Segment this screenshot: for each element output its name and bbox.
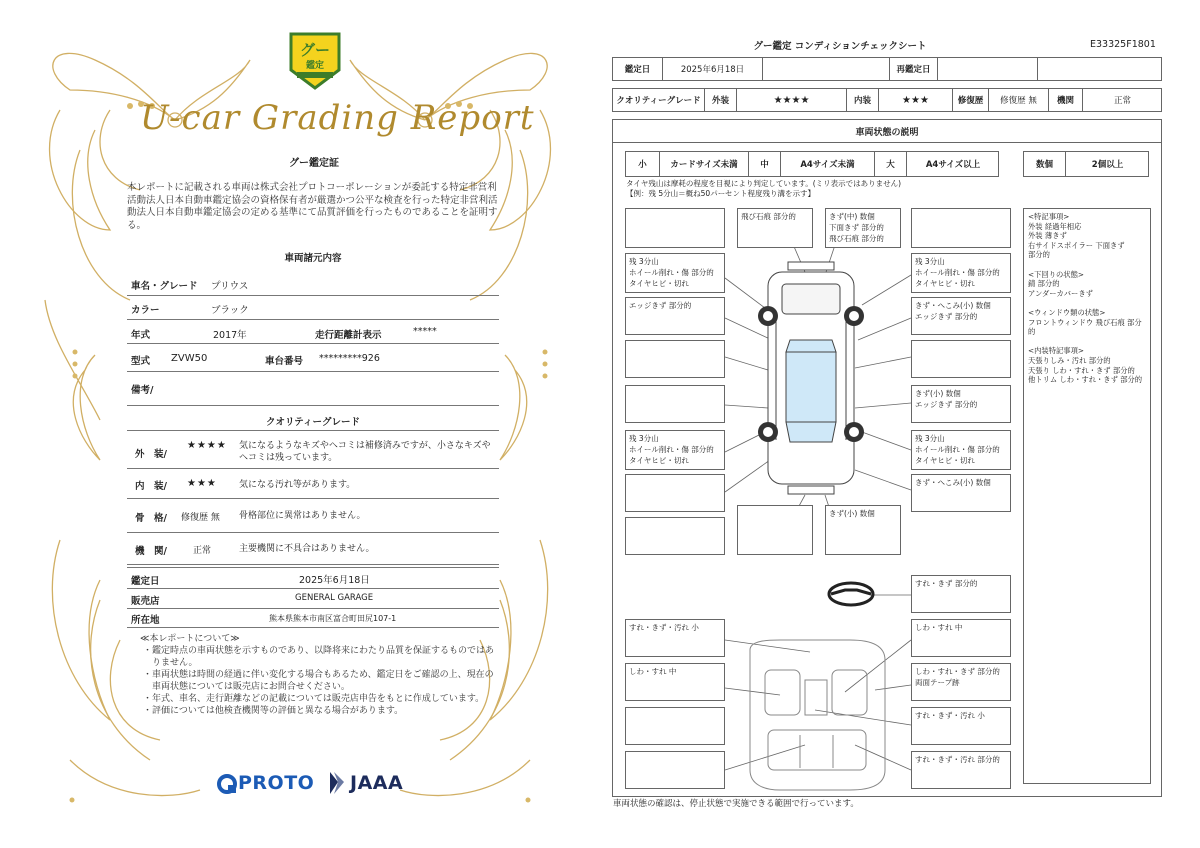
color-value: ブラック xyxy=(211,305,249,316)
condition-box-right-dent: きず・へこみ(小) 数個 エッジきず 部分的 xyxy=(911,297,1011,335)
condition-box-left-rear-tire: 残 3分山 ホイール削れ・傷 部分的 タイヤヒビ・切れ xyxy=(625,430,725,470)
frame-desc: 骨格部位に異常はありません。 xyxy=(239,511,366,521)
condition-box xyxy=(911,208,1011,248)
appraisal-date-value: 2025年6月18日 xyxy=(299,575,370,586)
quality-title: クオリティーグレード xyxy=(265,417,361,428)
mileage-label: 走行距離計表示 xyxy=(315,330,382,341)
interior-label: 内 装/ xyxy=(135,481,167,492)
quality-row-frame xyxy=(127,499,499,533)
jaaa-logo-icon xyxy=(328,770,348,796)
report-notes xyxy=(140,633,500,717)
proto-brand: PROTO xyxy=(238,772,315,794)
condition-box-rear-mid: きず(小) 数個 xyxy=(825,505,901,555)
size-large-desc: A4サイズ以上 xyxy=(925,160,981,170)
size-small-label: 小 xyxy=(626,152,660,176)
condition-box-right-mid: きず(小) 数個 エッジきず 部分的 xyxy=(911,385,1011,423)
info-row-date xyxy=(127,567,499,589)
info-row-shop xyxy=(127,589,499,609)
appraisal-date-value: 2025年6月18日 xyxy=(663,58,763,80)
condition-box-int-left1: すれ・きず・汚れ 小 xyxy=(625,619,725,657)
reinspect-date-label: 再鑑定日 xyxy=(890,58,938,80)
spec-row-model xyxy=(127,344,499,372)
spec-row-remarks xyxy=(127,372,499,406)
interior-stars: ★★★ xyxy=(187,478,217,489)
spec-row-color xyxy=(127,296,499,320)
engine-label: 機関 xyxy=(1049,89,1083,111)
remarks-label: 備考/ xyxy=(131,385,154,396)
int-label: 内装 xyxy=(847,89,879,111)
condition-box xyxy=(737,505,813,555)
condition-box xyxy=(625,751,725,789)
shop-label: 販売店 xyxy=(131,596,160,607)
address-label: 所在地 xyxy=(131,615,160,626)
model-label: 型式 xyxy=(131,356,151,367)
sheet-footer: 車両状態の確認は、停止状態で実施できる範囲で行っています。 xyxy=(613,799,859,809)
proto-logo-icon xyxy=(216,773,238,795)
condition-box xyxy=(625,340,725,378)
condition-box-right-front-tire: 残 3分山 ホイール削れ・傷 部分的 タイヤヒビ・切れ xyxy=(911,253,1011,293)
window-notes-group: <ウィンドウ類の状態> フロントウィンドウ 飛び石痕 部分的 xyxy=(1028,307,1142,337)
script-title: U-car Grading Report xyxy=(140,98,535,138)
quality-row-interior xyxy=(127,469,499,499)
condition-box-right-rear-tire: 残 3分山 ホイール削れ・傷 部分的 タイヤヒビ・切れ xyxy=(911,430,1011,470)
notes-title: ≪本レポートについて≫ xyxy=(140,634,240,644)
engine-desc: 主要機関に不具合はありません。 xyxy=(239,544,375,554)
mileage-value: ***** xyxy=(413,326,437,337)
int-stars: ★★★ xyxy=(879,89,953,111)
color-label: カラー xyxy=(131,305,160,316)
ext-label: 外装 xyxy=(705,89,737,111)
engine-value: 正常 xyxy=(193,546,212,556)
shop-value: GENERAL GARAGE xyxy=(295,593,374,603)
note-item: ・年式、車名、走行距離などの記載については販売店申告をもとに作成しています。 xyxy=(143,694,485,704)
interior-notes-group: <内装特記事項> 天張りしみ・汚れ 部分的 天張り しわ・すれ・きず 部分的 他トリム しわ・すれ・きず 部分的 xyxy=(1028,346,1143,385)
interior-desc: 気になる汚れ等があります。 xyxy=(239,480,356,490)
model-value: ZVW50 xyxy=(171,353,208,364)
condition-box xyxy=(625,385,725,423)
condition-box xyxy=(911,340,1011,378)
frame-value: 修復歴 無 xyxy=(181,513,220,523)
size-small-desc: カードサイズ未満 xyxy=(660,152,749,176)
underbody-notes-group: <下回りの状態> 錆 部分的 アンダーカバーきず xyxy=(1028,269,1093,298)
goo-appraisal-badge xyxy=(287,30,343,92)
note-item: ・鑑定時点の車両状態を示すものであり、以降将来にわたり品質を保証するものではありません。 xyxy=(143,646,495,668)
special-notes-group: <特記事項> 外装 経過年相応 外装 薄きず 右サイドスポイラー 下面きず 部分的 xyxy=(1028,212,1125,260)
spec-row-year xyxy=(127,320,499,344)
condition-check-sheet xyxy=(600,0,1200,848)
condition-box-int-right1: しわ・すれ 中 xyxy=(911,619,1011,657)
quality-row-exterior xyxy=(127,431,499,469)
appraisal-date-label: 鑑定日 xyxy=(613,58,663,80)
special-notes xyxy=(1023,208,1151,784)
count-desc: 2個以上 xyxy=(1091,160,1124,170)
frame-label: 骨 格/ xyxy=(135,513,167,524)
condition-box-right-rear: きず・へこみ(小) 数個 xyxy=(911,474,1011,512)
appraisal-date-label: 鑑定日 xyxy=(131,576,160,587)
engine-value: 正常 xyxy=(1113,96,1131,106)
condition-box xyxy=(625,208,725,248)
condition-box-left-edge: エッジきず 部分的 xyxy=(625,297,725,335)
condition-box-int-right4: すれ・きず・汚れ 部分的 xyxy=(911,751,1011,789)
size-medium-label: 中 xyxy=(749,152,781,176)
condition-box-int-right2: しわ・すれ・きず 部分的 両面テープ跡 xyxy=(911,663,1011,701)
specs-title: 車両諸元内容 xyxy=(284,253,342,264)
name-label: 車名・グレード xyxy=(131,281,198,292)
desc-title: 車両状態の説明 xyxy=(855,127,919,138)
grade-label: クオリティーグレード xyxy=(613,89,705,111)
condition-box-left-front-tire: 残 3分山 ホイール削れ・傷 部分的 タイヤヒビ・切れ xyxy=(625,253,725,293)
sheet-title: グー鑑定 コンディションチェックシート xyxy=(753,41,927,52)
repair-value: 修復歴 無 xyxy=(989,89,1049,111)
address-value: 熊本県熊本市南区富合町田尻107-1 xyxy=(269,614,397,623)
condition-box-steering: すれ・きず 部分的 xyxy=(911,575,1011,613)
year-label: 年式 xyxy=(131,330,151,341)
condition-box-top1: 飛び石痕 部分的 xyxy=(737,208,813,248)
condition-box xyxy=(625,517,725,555)
exterior-stars: ★★★★ xyxy=(187,440,227,451)
name-value: プリウス xyxy=(211,281,249,292)
tire-note-line: 【例：残 5分山＝概ね50パーセント程度残り溝を示す】 xyxy=(626,189,816,198)
chassis-value: *********926 xyxy=(319,353,380,364)
svg-text:鑑定: 鑑定 xyxy=(305,61,325,71)
note-item: ・評価については他検査機関等の評価と異なる場合があります。 xyxy=(143,706,404,716)
condition-box-top2: きず(中) 数個 下面きず 部分的 飛び石痕 部分的 xyxy=(825,208,901,248)
jaaa-brand: JAAA xyxy=(350,772,404,794)
svg-text:グー: グー xyxy=(299,41,331,59)
quality-row-engine xyxy=(127,533,499,565)
count-label: 数個 xyxy=(1024,152,1066,176)
sheet-code: E33325F1801 xyxy=(1090,39,1156,50)
size-medium-desc: A4サイズ未満 xyxy=(781,152,875,176)
spec-row-name xyxy=(127,272,499,296)
year-value: 2017年 xyxy=(213,330,247,341)
repair-label: 修復歴 xyxy=(953,89,989,111)
ext-stars: ★★★★ xyxy=(737,89,847,111)
certificate-title: グー鑑定証 xyxy=(289,158,339,169)
condition-box xyxy=(625,707,725,745)
info-row-address xyxy=(127,609,499,628)
exterior-label: 外 装/ xyxy=(135,449,167,460)
condition-box-int-right3: すれ・きず・汚れ 小 xyxy=(911,707,1011,745)
tire-note-line: タイヤ残山は摩耗の程度を目視により判定しています。(ミリ表示ではありません) xyxy=(626,179,902,188)
note-item: ・車両状態は時間の経過に伴い変化する場合もあるため、鑑定日をご確認の上、現在の車両状態については販売店にお問合せください。 xyxy=(143,670,494,692)
certificate-body: 本レポートに記載される車両は株式会社プロトコーポレーションが委託する特定非営利活動法人日本自動車鑑定協会の資格保有者が厳選かつ公平な検査を行った特定非営利活動法人日本自動車鑑定協会の定める基準にて品質評価を行ったものであることを証明する。 xyxy=(127,182,498,231)
chassis-label: 車台番号 xyxy=(265,356,304,367)
size-large-label: 大 xyxy=(875,152,907,176)
condition-box-int-left2: しわ・すれ 中 xyxy=(625,663,725,701)
condition-box xyxy=(625,474,725,512)
exterior-desc: 気になるようなキズやヘコミは補修済みですが、小さなキズやヘコミは残っています。 xyxy=(239,441,491,463)
engine-label: 機 関/ xyxy=(135,546,167,557)
